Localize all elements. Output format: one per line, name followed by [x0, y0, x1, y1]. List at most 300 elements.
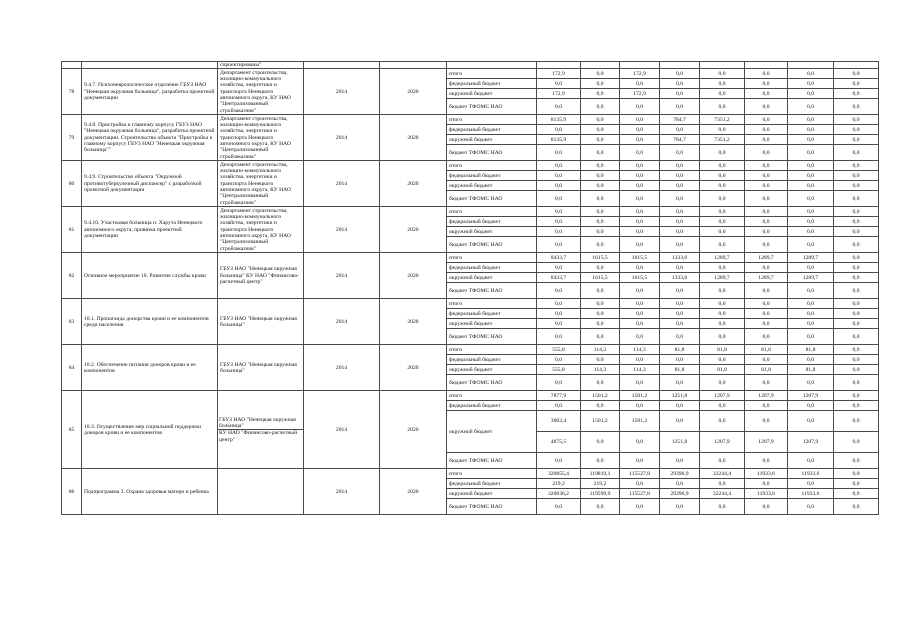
- row-description: 9.4.10. Участковая больница п. Харута Ненецкого автономного округа, привязка проектной документации: [82, 207, 218, 253]
- value-cell: 0,0: [700, 145, 745, 161]
- value-cell: 0,0: [581, 191, 620, 207]
- value-cell: 0,0: [834, 217, 879, 227]
- value-cell: 0,0: [745, 135, 788, 145]
- value-cell: 0,0: [788, 79, 834, 89]
- value-cell: 11933,6: [788, 489, 834, 499]
- value-cell: 0,0: [700, 283, 745, 299]
- value-cell: 1289,7: [745, 273, 788, 283]
- value-cell: 0,0: [834, 345, 879, 355]
- value-cell: 1615,5: [620, 273, 660, 283]
- value-cell: 1207,9: [745, 432, 788, 453]
- value-cell: 1289,7: [788, 253, 834, 263]
- value-cell: 29396,9: [660, 489, 700, 499]
- value-cell: 0,0: [700, 411, 745, 432]
- year-end: 2020: [380, 391, 447, 469]
- funding-source: итого: [447, 69, 537, 79]
- row-number: 82: [62, 253, 82, 299]
- value-cell: 0,0: [620, 453, 660, 469]
- value-cell: 0,0: [745, 479, 788, 489]
- value-cell: 114,3: [581, 365, 620, 375]
- value-cell: 0,0: [745, 115, 788, 125]
- value-cell: 0,0: [581, 355, 620, 365]
- row-description: 10.2. Обеспечение питания доноров крови и ее компонентов: [82, 345, 218, 391]
- value-cell: 0,0: [620, 375, 660, 391]
- year-start: 2014: [304, 299, 380, 345]
- value-cell: 1501,2: [581, 411, 620, 432]
- value-cell: 0,0: [834, 263, 879, 273]
- value-cell: 0,0: [581, 499, 620, 515]
- row-number: 80: [62, 161, 82, 207]
- value-cell: 0,0: [700, 69, 745, 79]
- value-cell: 1289,7: [745, 253, 788, 263]
- funding-source: бюджет ТФОМС НАО: [447, 375, 537, 391]
- value-cell: 0,0: [745, 499, 788, 515]
- value-cell: [745, 62, 788, 69]
- value-cell: 0,0: [620, 171, 660, 181]
- value-cell: 0,0: [660, 191, 700, 207]
- funding-source: итого: [447, 207, 537, 217]
- value-cell: 0,0: [788, 299, 834, 309]
- value-cell: 0,0: [834, 125, 879, 135]
- funding-source: федеральный бюджет: [447, 217, 537, 227]
- table-row: [62, 115, 879, 125]
- year-start: 2014: [304, 345, 380, 391]
- value-cell: 115527,8: [620, 469, 660, 479]
- value-cell: 0,0: [788, 355, 834, 365]
- value-cell: 0,0: [745, 227, 788, 237]
- value-cell: 0,0: [700, 171, 745, 181]
- value-cell: 32244,4: [700, 469, 745, 479]
- funding-source: федеральный бюджет: [447, 401, 537, 411]
- value-cell: 0,0: [834, 411, 879, 432]
- description-cell: [82, 62, 218, 69]
- value-cell: 0,0: [788, 171, 834, 181]
- value-cell: 0,0: [620, 319, 660, 329]
- value-cell: 0,0: [700, 329, 745, 345]
- value-cell: 0,0: [581, 375, 620, 391]
- row-executor: [218, 469, 304, 515]
- value-cell: 1289,7: [700, 253, 745, 263]
- value-cell: 0,0: [620, 115, 660, 125]
- value-cell: 0,0: [660, 237, 700, 253]
- value-cell: 0,0: [660, 69, 700, 79]
- value-cell: 1615,5: [581, 273, 620, 283]
- value-cell: 0,0: [620, 125, 660, 135]
- value-cell: 0,0: [537, 99, 581, 115]
- value-cell: 0,0: [581, 329, 620, 345]
- value-cell: 0,0: [788, 125, 834, 135]
- value-cell: 119819,1: [581, 469, 620, 479]
- value-cell: 0,0: [620, 309, 660, 319]
- value-cell: 0,0: [620, 355, 660, 365]
- table-row: [62, 161, 879, 171]
- value-cell: 0,0: [788, 191, 834, 207]
- value-cell: 0,0: [788, 217, 834, 227]
- value-cell: 0,0: [745, 207, 788, 217]
- value-cell: 0,0: [660, 263, 700, 273]
- value-cell: 0,0: [620, 401, 660, 411]
- value-cell: 81,8: [745, 345, 788, 355]
- value-cell: 1207,9: [788, 391, 834, 401]
- value-cell: 0,0: [660, 171, 700, 181]
- value-cell: 0,0: [745, 89, 788, 99]
- value-cell: 0,0: [537, 355, 581, 365]
- row-executor: Департамент строительства, жилищно-коммунального хозяйства, энергетики и транспорта Ненецкого автономного округа, КУ НАО "Централизованный стройзаказчик": [218, 207, 304, 253]
- funding-source: бюджет ТФОМС НАО: [447, 329, 537, 345]
- value-cell: 0,0: [700, 161, 745, 171]
- value-cell: 0,0: [834, 79, 879, 89]
- value-cell: 115527,8: [620, 489, 660, 499]
- value-cell: 0,0: [700, 375, 745, 391]
- funding-source: окружной бюджет: [447, 181, 537, 191]
- value-cell: 0,0: [745, 453, 788, 469]
- value-cell: 219,2: [581, 479, 620, 489]
- value-cell: 0,0: [834, 99, 879, 115]
- value-cell: 0,0: [660, 499, 700, 515]
- executor-part: ГБУЗ НАО "Ненецкая окружная больница": [218, 417, 303, 431]
- year-start: 2014: [304, 207, 380, 253]
- value-cell: 0,0: [537, 319, 581, 329]
- value-cell: 0,0: [788, 479, 834, 489]
- value-cell: 0,0: [660, 283, 700, 299]
- value-cell: 114,3: [620, 345, 660, 355]
- table-row: [62, 69, 879, 79]
- row-number: 81: [62, 207, 82, 253]
- executor-part: КУ НАО "Финансово-расчетный центр": [219, 430, 298, 443]
- table-body: [62, 62, 879, 515]
- value-cell: 0,0: [788, 145, 834, 161]
- value-cell: 0,0: [581, 181, 620, 191]
- value-cell: 0,0: [745, 263, 788, 273]
- row-description: 9.4.8. Пристройка к главному корпусу ГБУЗ НАО "Ненецкая окружная больница", разработка проектной документации. Строительство объекта "Пристройка к главному корпусу ГБУЗ НАО "Ненецкая окружная больница"": [82, 115, 218, 161]
- funding-source: бюджет ТФОМС НАО: [447, 191, 537, 207]
- value-cell: 0,0: [581, 263, 620, 273]
- value-cell: 0,0: [745, 99, 788, 115]
- funding-source: федеральный бюджет: [447, 171, 537, 181]
- value-cell: 0,0: [834, 161, 879, 171]
- row-executor: Департамент строительства, жилищно-коммунального хозяйства, энергетики и транспорта Ненецкого автономного округа, КУ НАО "Централизованный стройзаказчик": [218, 69, 304, 115]
- value-cell: 172,9: [537, 89, 581, 99]
- value-cell: 0,0: [537, 263, 581, 273]
- value-cell: 0,0: [788, 401, 834, 411]
- year-start: 2014: [304, 469, 380, 515]
- value-cell: 1333,6: [660, 273, 700, 283]
- value-cell: 0,0: [700, 319, 745, 329]
- value-cell: 0,0: [745, 401, 788, 411]
- value-cell: 0,0: [745, 69, 788, 79]
- value-cell: 0,0: [834, 89, 879, 99]
- value-cell: 0,0: [581, 171, 620, 181]
- value-cell: 0,0: [834, 375, 879, 391]
- table-row-continuation: [62, 62, 879, 69]
- value-cell: 0,0: [700, 207, 745, 217]
- value-cell: 0,0: [834, 391, 879, 401]
- value-cell: 0,0: [581, 145, 620, 161]
- row-number: 79: [62, 115, 82, 161]
- value-cell: 0,0: [537, 217, 581, 227]
- value-cell: 320636,2: [537, 489, 581, 499]
- value-cell: 0,0: [660, 411, 700, 432]
- row-number: 83: [62, 299, 82, 345]
- value-cell: 81,8: [660, 365, 700, 375]
- value-cell: 0,0: [745, 355, 788, 365]
- value-cell: 0,0: [788, 227, 834, 237]
- value-cell: 0,0: [620, 145, 660, 161]
- value-cell: 0,0: [620, 283, 660, 299]
- value-cell: 4875,5: [537, 432, 581, 453]
- row-number: 86: [62, 469, 82, 515]
- value-cell: 0,0: [581, 89, 620, 99]
- value-cell: 219,2: [537, 479, 581, 489]
- value-cell: 0,0: [700, 355, 745, 365]
- value-cell: 0,0: [700, 89, 745, 99]
- value-cell: 0,0: [834, 489, 879, 499]
- value-cell: 0,0: [788, 263, 834, 273]
- value-cell: 0,0: [620, 181, 660, 191]
- value-cell: 0,0: [834, 479, 879, 489]
- value-cell: 1289,7: [788, 273, 834, 283]
- value-cell: 0,0: [788, 319, 834, 329]
- funding-source: бюджет ТФОМС НАО: [447, 499, 537, 515]
- value-cell: 0,0: [834, 453, 879, 469]
- value-cell: 0,0: [788, 207, 834, 217]
- value-cell: 0,0: [537, 191, 581, 207]
- value-cell: 0,0: [537, 401, 581, 411]
- value-cell: 0,0: [700, 309, 745, 319]
- value-cell: 0,0: [581, 299, 620, 309]
- value-cell: 0,0: [620, 299, 660, 309]
- row-executor: ГБУЗ НАО "Ненецкая окружная больница": [218, 299, 304, 345]
- value-cell: 0,0: [660, 299, 700, 309]
- value-cell: 0,0: [788, 135, 834, 145]
- value-cell: 1207,9: [788, 432, 834, 453]
- row-executor: [218, 391, 304, 469]
- row-description: Основное мероприятие 10. Развитие службы крови: [82, 253, 218, 299]
- value-cell: 0,0: [581, 161, 620, 171]
- value-cell: 11933,6: [745, 489, 788, 499]
- table-row: [62, 299, 879, 309]
- value-cell: 0,0: [537, 79, 581, 89]
- value-cell: 320855,4: [537, 469, 581, 479]
- funding-source: окружной бюджет: [447, 411, 537, 453]
- value-cell: 0,0: [581, 69, 620, 79]
- value-cell: 0,0: [745, 283, 788, 299]
- value-cell: 0,0: [581, 135, 620, 145]
- row-executor: Департамент строительства, жилищно-коммунального хозяйства, энергетики и транспорта Ненецкого автономного округа, КУ НАО "Централизованный стройзаказчик": [218, 115, 304, 161]
- value-cell: 0,0: [581, 401, 620, 411]
- value-cell: 0,0: [745, 329, 788, 345]
- value-cell: 0,0: [745, 191, 788, 207]
- value-cell: 0,0: [745, 319, 788, 329]
- value-cell: 0,0: [620, 499, 660, 515]
- value-cell: [700, 62, 745, 69]
- funding-source: окружной бюджет: [447, 319, 537, 329]
- value-cell: 0,0: [581, 319, 620, 329]
- source-cell: [447, 62, 537, 69]
- value-cell: 0,0: [537, 207, 581, 217]
- value-cell: 0,0: [537, 375, 581, 391]
- funding-source: итого: [447, 161, 537, 171]
- value-cell: 0,0: [700, 401, 745, 411]
- funding-source: окружной бюджет: [447, 135, 537, 145]
- value-cell: 0,0: [700, 499, 745, 515]
- value-cell: 0,0: [788, 69, 834, 79]
- value-cell: 0,0: [788, 375, 834, 391]
- funding-source: федеральный бюджет: [447, 479, 537, 489]
- value-cell: 0,0: [834, 329, 879, 345]
- value-cell: 0,0: [788, 237, 834, 253]
- value-cell: 0,0: [834, 283, 879, 299]
- value-cell: 1207,9: [745, 391, 788, 401]
- value-cell: 0,0: [581, 453, 620, 469]
- year-end: 2020: [380, 207, 447, 253]
- year-end: 2020: [380, 115, 447, 161]
- value-cell: [660, 62, 700, 69]
- value-cell: 0,0: [660, 453, 700, 469]
- value-cell: 0,0: [788, 283, 834, 299]
- value-cell: 784,7: [660, 115, 700, 125]
- value-cell: 0,0: [537, 181, 581, 191]
- value-cell: 0,0: [745, 375, 788, 391]
- value-cell: 1615,5: [581, 253, 620, 263]
- row-description: 9.4.9. Строительство объекта "Окружной противотуберкулезный диспансер" с разработкой проектной документации: [82, 161, 218, 207]
- value-cell: 0,0: [834, 432, 879, 453]
- value-cell: 1251,8: [660, 432, 700, 453]
- value-cell: 0,0: [620, 207, 660, 217]
- value-cell: 0,0: [660, 479, 700, 489]
- value-cell: 0,0: [537, 145, 581, 161]
- value-cell: 0,0: [620, 217, 660, 227]
- year-start: 2014: [304, 253, 380, 299]
- value-cell: 32244,4: [700, 489, 745, 499]
- value-cell: 0,0: [834, 273, 879, 283]
- funding-source: итого: [447, 115, 537, 125]
- value-cell: 172,9: [620, 89, 660, 99]
- funding-source: бюджет ТФОМС НАО: [447, 145, 537, 161]
- value-cell: 0,0: [620, 227, 660, 237]
- value-cell: 81,8: [788, 345, 834, 355]
- value-cell: 0,0: [788, 309, 834, 319]
- funding-source: федеральный бюджет: [447, 309, 537, 319]
- year-start: 2014: [304, 115, 380, 161]
- value-cell: 0,0: [834, 207, 879, 217]
- funding-source: итого: [447, 469, 537, 479]
- year-start: 2014: [304, 69, 380, 115]
- value-cell: 0,0: [581, 432, 620, 453]
- value-cell: 0,0: [581, 227, 620, 237]
- table-row: [62, 253, 879, 263]
- value-cell: 0,0: [660, 89, 700, 99]
- value-cell: 0,0: [537, 237, 581, 253]
- value-cell: 0,0: [581, 237, 620, 253]
- value-cell: 8135,9: [537, 135, 581, 145]
- funding-source: бюджет ТФОМС НАО: [447, 453, 537, 469]
- value-cell: 0,0: [581, 207, 620, 217]
- value-cell: 8433,7: [537, 273, 581, 283]
- value-cell: 0,0: [700, 217, 745, 227]
- value-cell: 0,0: [620, 237, 660, 253]
- value-cell: 7877,9: [537, 391, 581, 401]
- value-cell: 0,0: [620, 79, 660, 89]
- value-cell: 0,0: [834, 299, 879, 309]
- funding-source: окружной бюджет: [447, 89, 537, 99]
- value-cell: [581, 62, 620, 69]
- value-cell: 0,0: [745, 181, 788, 191]
- year-start-cell: [304, 62, 380, 69]
- funding-source: бюджет ТФОМС НАО: [447, 99, 537, 115]
- value-cell: 0,0: [660, 207, 700, 217]
- funding-source: окружной бюджет: [447, 273, 537, 283]
- value-cell: 0,0: [660, 329, 700, 345]
- value-cell: 0,0: [581, 99, 620, 115]
- value-cell: 0,0: [537, 299, 581, 309]
- value-cell: 0,0: [834, 499, 879, 515]
- row-description: 10.3. Осуществление мер социальной поддержки доноров крови и ее компонентов: [82, 391, 218, 469]
- value-cell: 11933,6: [788, 469, 834, 479]
- value-cell: [620, 62, 660, 69]
- value-cell: 0,0: [834, 319, 879, 329]
- value-cell: 1501,2: [620, 391, 660, 401]
- value-cell: 0,0: [660, 161, 700, 171]
- value-cell: 0,0: [745, 217, 788, 227]
- value-cell: 1251,8: [660, 391, 700, 401]
- value-cell: 0,0: [537, 283, 581, 299]
- value-cell: [537, 62, 581, 69]
- value-cell: 1207,9: [700, 432, 745, 453]
- value-cell: 1615,5: [620, 253, 660, 263]
- value-cell: 0,0: [660, 99, 700, 115]
- value-cell: 0,0: [834, 309, 879, 319]
- value-cell: 0,0: [700, 79, 745, 89]
- value-cell: 0,0: [700, 181, 745, 191]
- funding-source: окружной бюджет: [447, 365, 537, 375]
- value-cell: 81,8: [745, 365, 788, 375]
- value-cell: 0,0: [700, 479, 745, 489]
- year-end: 2020: [380, 299, 447, 345]
- value-cell: 0,0: [660, 401, 700, 411]
- value-cell: 1207,9: [700, 391, 745, 401]
- year-end-cell: [380, 62, 447, 69]
- value-cell: 0,0: [834, 145, 879, 161]
- value-cell: 0,0: [788, 499, 834, 515]
- value-cell: 81,8: [660, 345, 700, 355]
- value-cell: 0,0: [660, 355, 700, 365]
- value-cell: 0,0: [700, 237, 745, 253]
- value-cell: 0,0: [700, 99, 745, 115]
- row-executor: Департамент строительства, жилищно-коммунального хозяйства, энергетики и транспорта Ненецкого автономного округа, КУ НАО "Централизованный стройзаказчик": [218, 161, 304, 207]
- value-cell: 0,0: [834, 181, 879, 191]
- value-cell: 0,0: [537, 171, 581, 181]
- value-cell: 81,8: [700, 345, 745, 355]
- value-cell: 0,0: [745, 309, 788, 319]
- row-number: 84: [62, 345, 82, 391]
- funding-source: окружной бюджет: [447, 489, 537, 499]
- funding-source: бюджет ТФОМС НАО: [447, 283, 537, 299]
- value-cell: 1501,2: [620, 411, 660, 432]
- value-cell: 0,0: [537, 161, 581, 171]
- value-cell: 0,0: [581, 125, 620, 135]
- row-description: 10.1. Пропаганда донорства крови и ее компонентов среди населения: [82, 299, 218, 345]
- value-cell: 0,0: [788, 329, 834, 345]
- value-cell: 0,0: [834, 171, 879, 181]
- value-cell: 8433,7: [537, 253, 581, 263]
- value-cell: 0,0: [660, 125, 700, 135]
- table-row: [62, 469, 879, 479]
- value-cell: 555,8: [537, 345, 581, 355]
- value-cell: [788, 62, 834, 69]
- value-cell: 0,0: [788, 161, 834, 171]
- value-cell: 0,0: [788, 453, 834, 469]
